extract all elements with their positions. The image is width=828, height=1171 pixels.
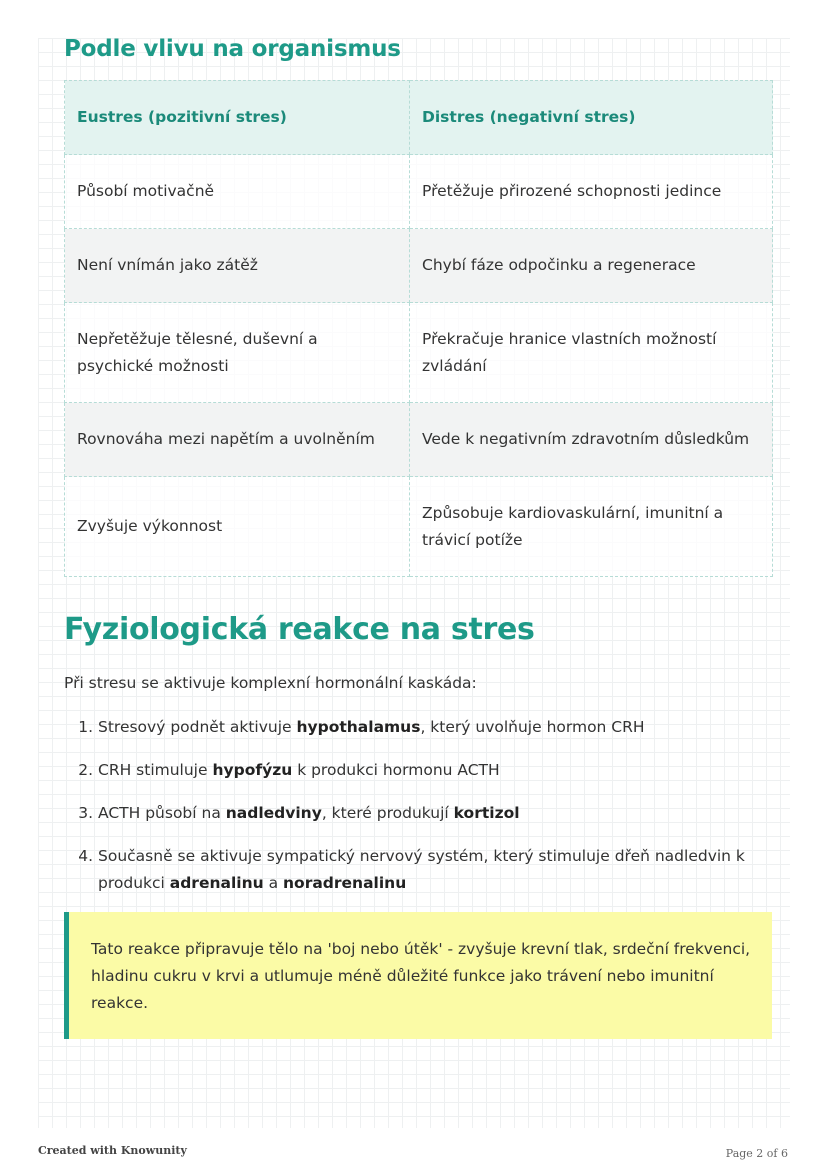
step-text: a: [263, 874, 284, 892]
step-keyword: adrenalinu: [169, 874, 264, 892]
table-header-distres: Distres (negativní stres): [410, 81, 773, 155]
table-cell: Není vnímán jako zátěž: [65, 229, 410, 303]
step-text: CRH stimuluje: [98, 761, 213, 779]
table-cell: Rovnováha mezi napětím a uvolněním: [65, 403, 410, 477]
intro-paragraph: Při stresu se aktivuje komplexní hormonální kaskáda:: [64, 674, 477, 692]
list-item: [98, 800, 778, 827]
table-cell: Zvyšuje výkonnost: [65, 477, 410, 577]
table-row: [65, 155, 773, 229]
step-text: Současně se aktivuje sympatický nervový systém, který stimuluje dřeň nadledvin k produkci: [98, 847, 745, 892]
table-header-eustres: Eustres (pozitivní stres): [65, 81, 410, 155]
step-keyword: noradrenalinu: [283, 874, 407, 892]
table-row: [65, 477, 773, 577]
section-title-physiology: Fyziologická reakce na stres: [64, 612, 535, 647]
table-cell: Vede k negativním zdravotním důsledkům: [410, 403, 773, 477]
step-keyword: hypofýzu: [212, 761, 293, 779]
table-row: [65, 403, 773, 477]
table-row: [65, 229, 773, 303]
table-cell: Chybí fáze odpočinku a regenerace: [410, 229, 773, 303]
table-cell: Nepřetěžuje tělesné, duševní a psychické možnosti: [65, 303, 410, 403]
section-title-influence: Podle vlivu na organismus: [64, 36, 401, 62]
table-row: [65, 303, 773, 403]
step-text: k produkci hormonu ACTH: [292, 761, 500, 779]
eustress-distress-table: [64, 80, 773, 577]
list-item: [98, 757, 778, 784]
step-text: ACTH působí na: [98, 804, 226, 822]
hormonal-cascade-list: [64, 714, 778, 913]
step-text: , který uvolňuje hormon CRH: [420, 718, 645, 736]
footer-credit: Created with Knowunity: [38, 1144, 187, 1157]
step-keyword: nadledviny: [225, 804, 322, 822]
step-keyword: kortizol: [453, 804, 520, 822]
step-keyword: hypothalamus: [296, 718, 421, 736]
table-cell: Překračuje hranice vlastních možností zvládání: [410, 303, 773, 403]
table-cell: Přetěžuje přirozené schopnosti jedince: [410, 155, 773, 229]
highlight-callout: [64, 912, 772, 1039]
callout-text: Tato reakce připravuje tělo na 'boj nebo útěk' - zvyšuje krevní tlak, srdeční frekvenci, hladinu cukru v krvi a utlumuje méně důležité funkce jako trávení nebo imunitní reakce.: [91, 940, 751, 1012]
table-cell: Působí motivačně: [65, 155, 410, 229]
list-item: [98, 843, 778, 897]
table-header-row: [65, 81, 773, 155]
step-text: Stresový podnět aktivuje: [98, 718, 297, 736]
table-cell: Způsobuje kardiovaskulární, imunitní a trávicí potíže: [410, 477, 773, 577]
page-number: Page 2 of 6: [725, 1147, 788, 1160]
step-text: , které produkují: [321, 804, 454, 822]
list-item: [98, 714, 778, 741]
